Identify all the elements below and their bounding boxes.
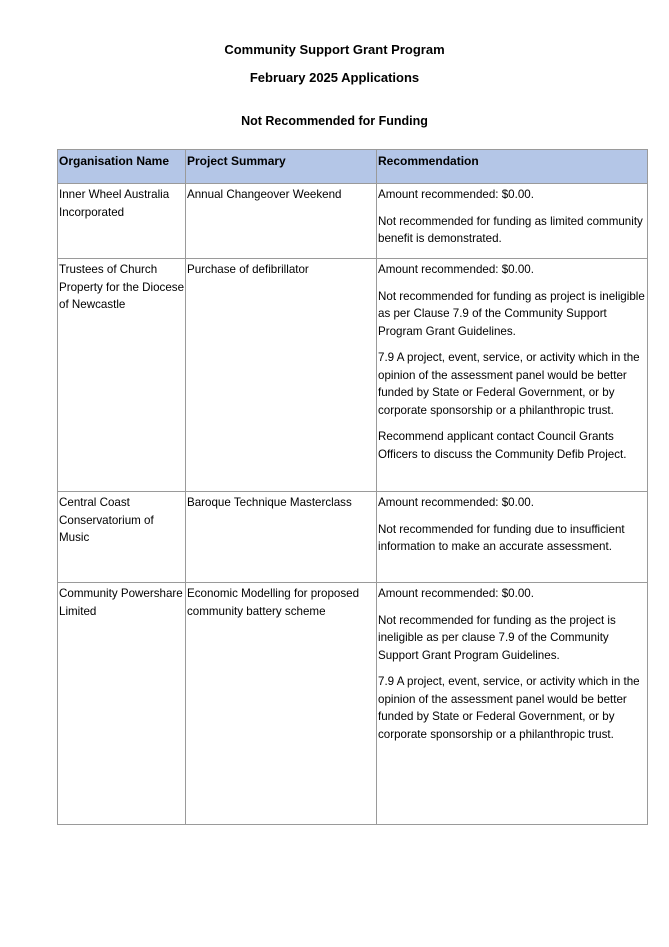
recommendation-cell	[377, 583, 648, 825]
table-row	[58, 184, 648, 259]
recommendation-paragraph: 7.9 A project, event, service, or activity which in the opinion of the assessment panel would be better funded by State or Federal Government, or by corporate sponsorship or a philanthropic trust.	[378, 351, 640, 417]
header-organisation-name: Organisation Name	[58, 150, 186, 184]
table-row	[58, 583, 648, 825]
table-row	[58, 259, 648, 492]
project-cell: Annual Changeover Weekend	[186, 184, 377, 259]
document-subtitle: February 2025 Applications	[249, 70, 420, 85]
recommendation-cell	[377, 184, 648, 259]
recommendation-paragraph: Amount recommended: $0.00.	[378, 188, 534, 201]
recommendation-cell	[377, 492, 648, 583]
recommendation-paragraph: Not recommended for funding as the project is ineligible as per clause 7.9 of the Community Support Grant Program Guidelines.	[378, 613, 616, 662]
recommendation-cell	[377, 259, 648, 492]
recommendation-paragraph: Recommend applicant contact Council Grants Officers to discuss the Community Defib Project.	[378, 430, 627, 461]
recommendation-paragraph: Amount recommended: $0.00.	[378, 263, 534, 276]
organisation-cell: Trustees of Church Property for the Diocese of Newcastle	[58, 259, 186, 492]
header-recommendation: Recommendation	[377, 150, 648, 184]
table-row	[58, 492, 648, 583]
recommendation-paragraph: 7.9 A project, event, service, or activity which in the opinion of the assessment panel would be better funded by State or Federal Government, or by corporate sponsorship or a philanthropic trust.	[378, 675, 640, 741]
recommendation-paragraph: Amount recommended: $0.00.	[378, 496, 534, 509]
recommendation-paragraph: Not recommended for funding as project is ineligible as per Clause 7.9 of the Community Support Program Grant Guidelines.	[378, 289, 645, 338]
header-project-summary: Project Summary	[186, 150, 377, 184]
applications-table	[57, 149, 648, 825]
project-cell: Baroque Technique Masterclass	[186, 492, 377, 583]
recommendation-paragraph: Not recommended for funding due to insufficient information to make an accurate assessment.	[378, 522, 625, 553]
organisation-cell: Central Coast Conservatorium of Music	[58, 492, 186, 583]
document-title: Community Support Grant Program	[224, 42, 445, 57]
organisation-cell: Community Powershare Limited	[58, 583, 186, 825]
organisation-cell: Inner Wheel Australia Incorporated	[58, 184, 186, 259]
recommendation-paragraph: Amount recommended: $0.00.	[378, 587, 534, 600]
recommendation-paragraph: Not recommended for funding as limited community benefit is demonstrated.	[378, 214, 643, 245]
table-header-row	[58, 150, 648, 184]
project-cell: Purchase of defibrillator	[186, 259, 377, 492]
section-heading: Not Recommended for Funding	[241, 114, 428, 128]
project-cell: Economic Modelling for proposed community battery scheme	[186, 583, 377, 825]
